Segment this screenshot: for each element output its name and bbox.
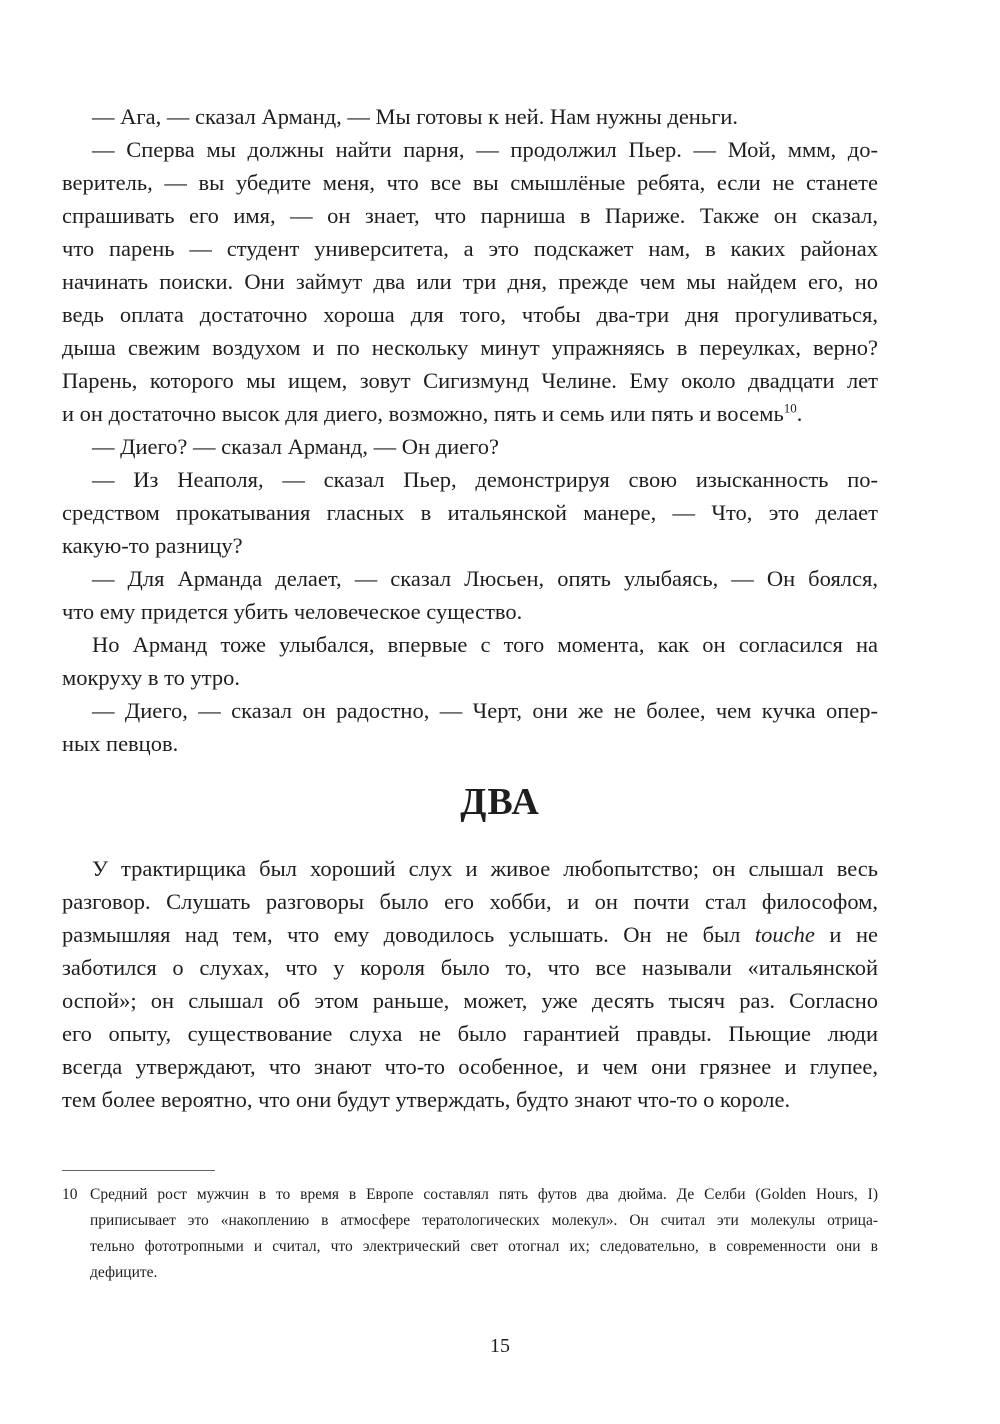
footnote-line <box>62 1208 878 1234</box>
text-line <box>62 727 878 760</box>
footnote-number: 10 <box>62 1186 78 1203</box>
text-line <box>62 562 878 595</box>
body-text-section-1 <box>62 100 878 760</box>
text-span: — Диего, — сказал он радостно, — Черт, они же не более, чем кучка опер- <box>92 698 878 723</box>
footnote-text: приписывает это «накоплению в атмосфере тератологических молекул». Он считал эти молекулы отрица- <box>90 1212 878 1229</box>
text-span: и он достаточно высок для диего, возможно, пять и семь или пять и восемь <box>62 401 784 426</box>
text-span: . <box>796 401 803 426</box>
text-span: начинать поиски. Они займут два или три дня, прежде чем мы найдем его, но <box>62 269 878 294</box>
text-span: дыша свежим воздухом и по нескольку минут упражняясь в переулках, верно? <box>62 335 878 360</box>
text-line <box>62 595 878 628</box>
footnote-divider <box>62 1170 215 1171</box>
text-line <box>62 1050 878 1083</box>
text-span: — Для Арманда делает, — сказал Люсьен, опять улыбаясь, — Он боялся, <box>92 566 878 591</box>
text-span: что ему придется убить человеческое существо. <box>62 599 523 624</box>
text-line <box>62 918 878 951</box>
text-span: Но Арманд тоже улыбался, впервые с того момента, как он согласился на <box>92 632 878 657</box>
text-span: — Ага, — сказал Арманд, — Мы готовы к ней. Нам нужны деньги. <box>92 104 738 129</box>
text-line <box>62 199 878 232</box>
text-span: средством прокатывания гласных в итальянской манере, — Что, это делает <box>62 500 878 525</box>
text-line <box>62 984 878 1017</box>
text-line <box>62 463 878 496</box>
text-span: и не <box>814 922 878 947</box>
footnote-line <box>62 1234 878 1260</box>
text-span: оспой»; он слышал об этом раньше, может, уже десять тысяч раз. Согласно <box>62 988 878 1013</box>
text-span: Парень, которого мы ищем, зовут Сигизмунд Челине. Ему около двадцати лет <box>62 368 878 393</box>
text-line <box>62 232 878 265</box>
text-line <box>62 166 878 199</box>
text-span: заботился о слухах, что у короля было то, что все называли «итальянской <box>62 955 878 980</box>
footnote-text: тельно фототропными и считал, что электрический свет отогнал их; следовательно, в современности они в <box>90 1238 878 1255</box>
text-span: ных певцов. <box>62 731 179 756</box>
footnote-line <box>62 1182 878 1208</box>
footnote-reference[interactable]: 10 <box>783 400 797 416</box>
chapter-heading: ДВА <box>460 781 540 823</box>
text-span: что парень — студент университета, а это подскажет нам, в каких районах <box>62 236 878 261</box>
footnote-text: Средний рост мужчин в то время в Европе составлял пять футов два дюйма. Де Селби (Golden Hours, I) <box>90 1186 878 1203</box>
text-span: У трактирщика был хороший слух и живое любопытство; он слышал весь <box>92 856 878 881</box>
text-line <box>62 430 878 463</box>
text-line <box>62 397 878 430</box>
text-line <box>62 265 878 298</box>
text-span: размышляя над тем, что ему доводилось услышать. Он не был <box>62 922 755 947</box>
footnote <box>62 1182 878 1286</box>
text-line <box>62 331 878 364</box>
text-span: его опыту, существование слуха не было гарантией правды. Пьющие люди <box>62 1021 878 1046</box>
text-span: всегда утверждают, что знают что-то особенное, и чем они грязнее и глупее, <box>62 1054 878 1079</box>
footnote-line <box>62 1260 878 1286</box>
text-line <box>62 951 878 984</box>
text-line <box>62 364 878 397</box>
text-line <box>62 694 878 727</box>
page-number: 15 <box>490 1335 510 1357</box>
text-span: веритель, — вы убедите меня, что все вы смышлёные ребята, если не станете <box>62 170 878 195</box>
text-span: спрашивать его имя, — он знает, что парниша в Париже. Также он сказал, <box>62 203 878 228</box>
text-span: тем более вероятно, что они будут утверждать, будто знают что-то о короле. <box>62 1087 791 1112</box>
text-line <box>62 885 878 918</box>
text-line <box>62 496 878 529</box>
text-line <box>62 1017 878 1050</box>
text-span: какую-то разницу? <box>62 533 243 558</box>
text-span: — Диего? — сказал Арманд, — Он диего? <box>92 434 500 459</box>
text-line <box>62 852 878 885</box>
text-span: — Из Неаполя, — сказал Пьер, демонстрируя свою изысканность по- <box>92 467 878 492</box>
text-line <box>62 298 878 331</box>
text-line <box>62 1083 878 1116</box>
text-line <box>62 100 878 133</box>
text-line <box>62 133 878 166</box>
body-text-section-2 <box>62 852 878 1116</box>
footnote-text: дефиците. <box>90 1264 158 1281</box>
text-span: разговор. Слушать разговоры было его хобби, и он почти стал философом, <box>62 889 878 914</box>
text-line <box>62 529 878 562</box>
text-line <box>62 628 878 661</box>
text-span: — Сперва мы должны найти парня, — продолжил Пьер. — Мой, ммм, до- <box>92 137 878 162</box>
text-span: мокруху в то утро. <box>62 665 241 690</box>
italic-term: touche <box>754 922 815 947</box>
text-line <box>62 661 878 694</box>
text-span: ведь оплата достаточно хороша для того, чтобы два-три дня прогуливаться, <box>62 302 878 327</box>
